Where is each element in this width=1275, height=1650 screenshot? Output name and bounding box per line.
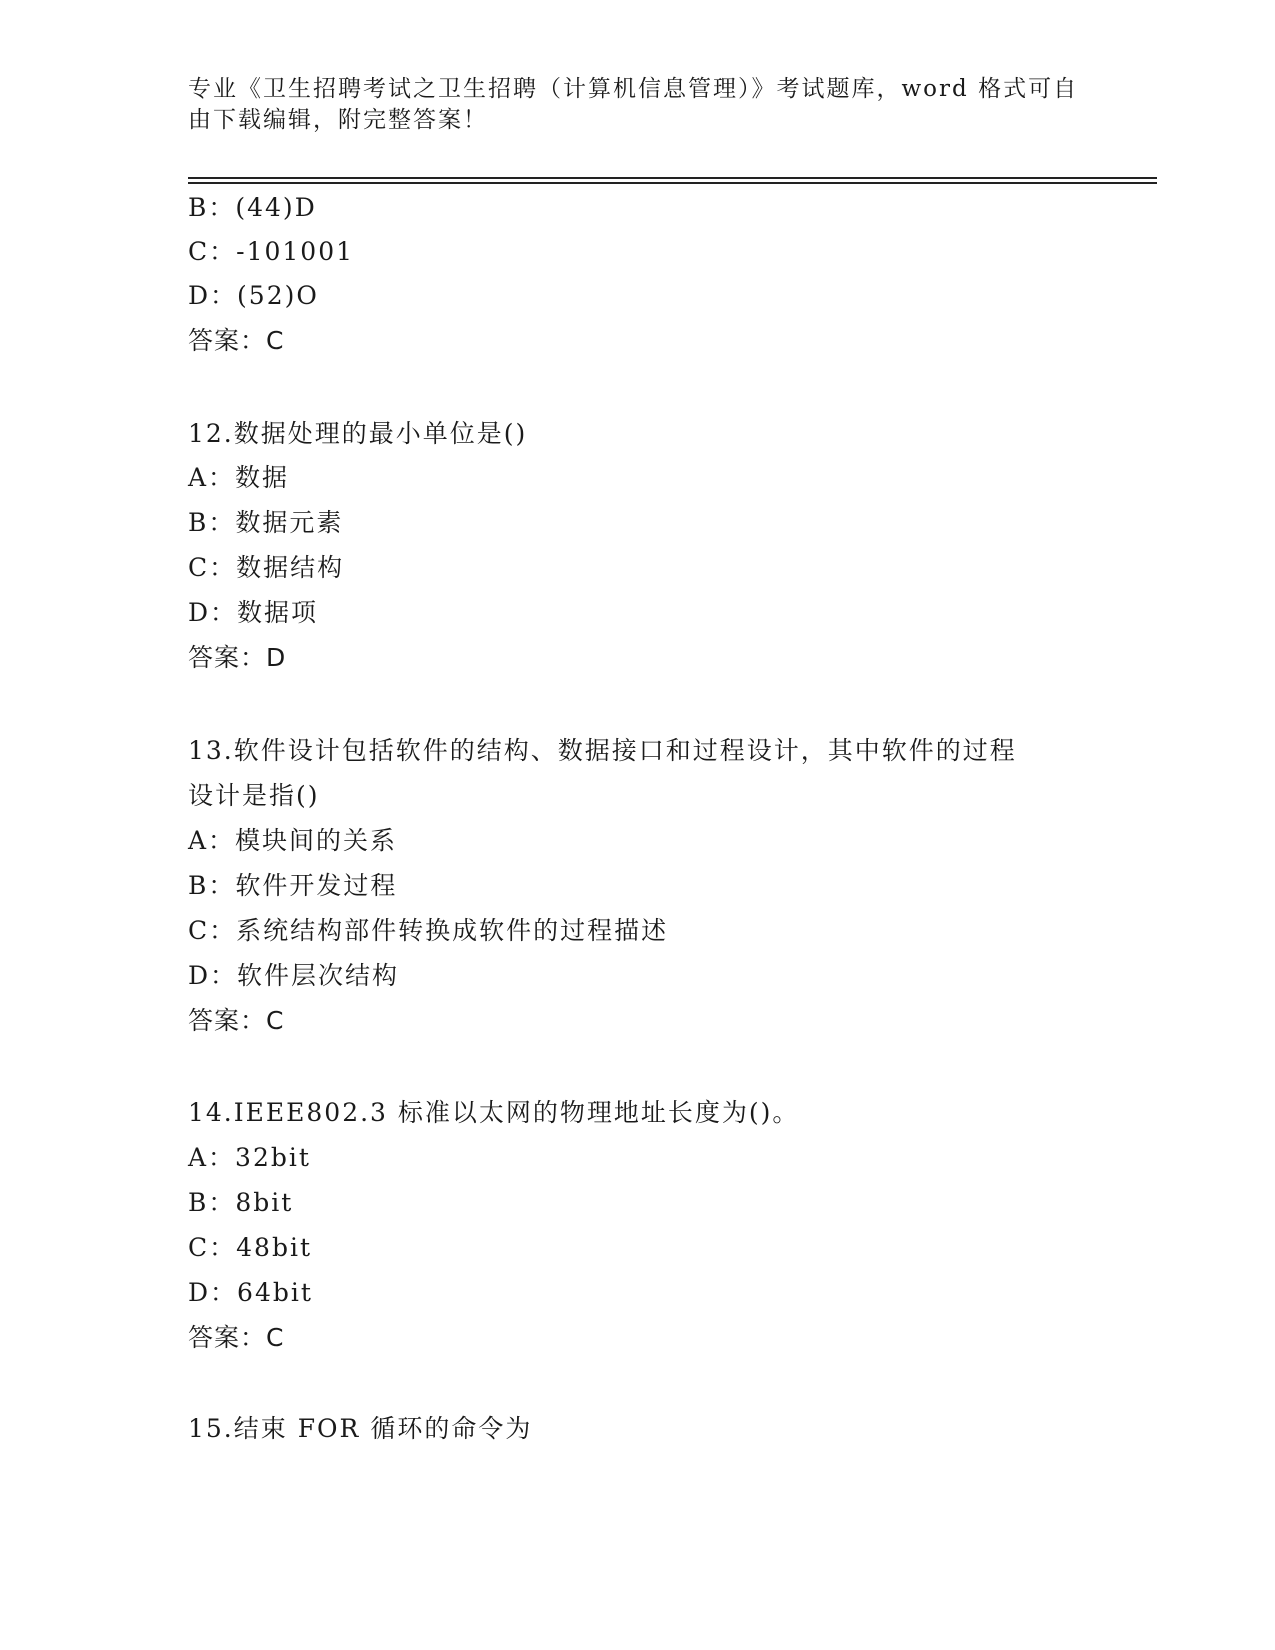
q11-option-d: D：(52)O bbox=[188, 281, 319, 310]
q12-option-a: A：数据 bbox=[188, 463, 290, 492]
q12-option-c: C：数据结构 bbox=[188, 553, 345, 582]
q11-answer: 答案：C bbox=[188, 326, 285, 355]
q13-option-d: D：软件层次结构 bbox=[188, 961, 400, 990]
q13-question-line-2: 设计是指() bbox=[188, 781, 320, 810]
q12-option-d: D：数据项 bbox=[188, 598, 319, 627]
q11-option-c: C：-101001 bbox=[188, 237, 355, 266]
header-line-1: 专业《卫生招聘考试之卫生招聘（计算机信息管理）》考试题库，word 格式可自 bbox=[188, 76, 1079, 102]
q14-option-d: D：64bit bbox=[188, 1278, 313, 1307]
header-divider-top bbox=[188, 177, 1157, 179]
q13-option-c: C：系统结构部件转换成软件的过程描述 bbox=[188, 916, 669, 945]
q13-question-line-1: 13.软件设计包括软件的结构、数据接口和过程设计，其中软件的过程 bbox=[188, 736, 1017, 765]
q14-option-a: A：32bit bbox=[188, 1143, 311, 1172]
q14-question: 14.IEEE802.3 标准以太网的物理地址长度为()。 bbox=[188, 1098, 800, 1127]
q11-option-b: B：(44)D bbox=[188, 193, 317, 222]
q12-option-b: B：数据元素 bbox=[188, 508, 344, 537]
q12-question: 12.数据处理的最小单位是() bbox=[188, 419, 528, 448]
q14-option-b: B：8bit bbox=[188, 1188, 294, 1217]
header-divider-bottom bbox=[188, 182, 1157, 184]
q13-answer: 答案：C bbox=[188, 1006, 285, 1035]
q12-answer: 答案：D bbox=[188, 643, 287, 672]
q14-option-c: C：48bit bbox=[188, 1233, 312, 1262]
q13-option-a: A：模块间的关系 bbox=[188, 826, 398, 855]
q13-option-b: B：软件开发过程 bbox=[188, 871, 398, 900]
q15-question: 15.结束 FOR 循环的命令为 bbox=[188, 1414, 533, 1443]
document-header bbox=[188, 74, 1088, 136]
q14-answer: 答案：C bbox=[188, 1323, 285, 1352]
header-line-2: 由下载编辑，附完整答案！ bbox=[188, 107, 488, 133]
